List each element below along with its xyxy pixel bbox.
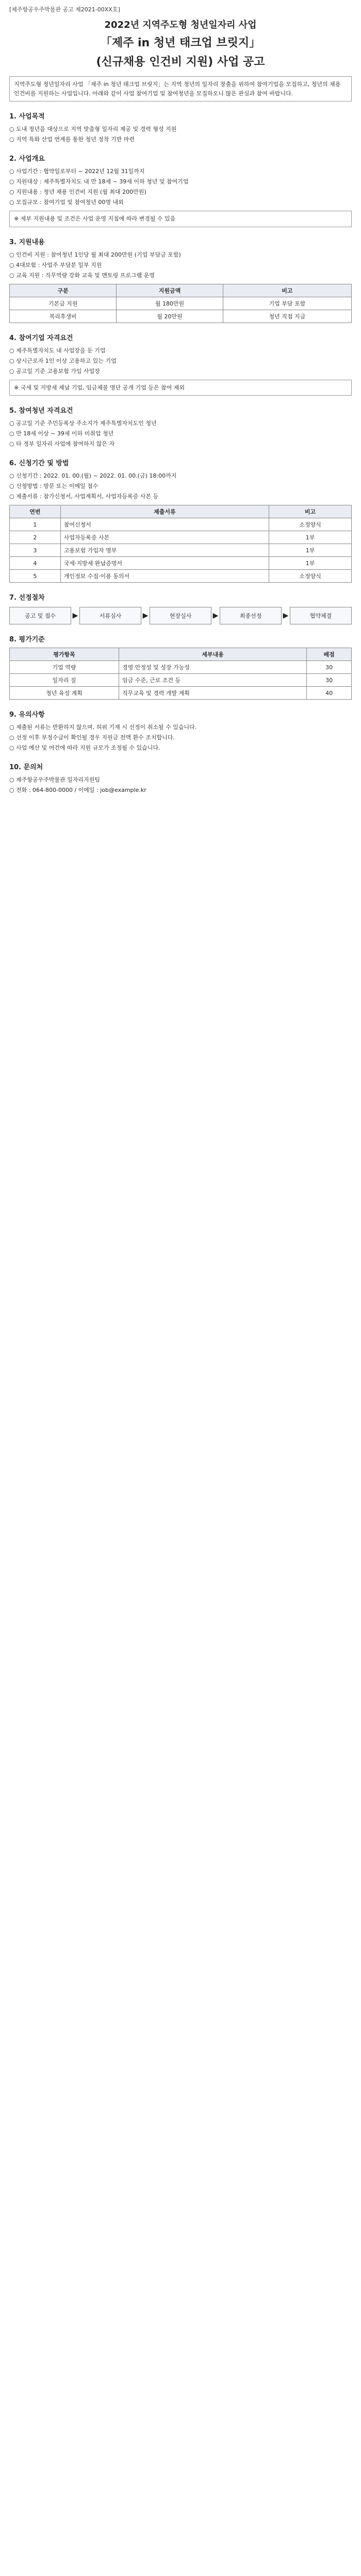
section-5-item: ○ 타 정부 일자리 사업에 참여하지 않은 자 — [9, 440, 115, 447]
table-cell: 1부 — [269, 544, 352, 557]
table-row — [10, 674, 352, 687]
table-row — [10, 557, 352, 570]
table-cell: 1부 — [269, 531, 352, 544]
section-5-item: ○ 공고일 기준 주민등록상 주소지가 제주특별자치도인 청년 — [9, 419, 157, 427]
intro-box: 지역주도형 청년일자리 사업 「제주 in 청년 태크업 브릿지」는 지역 청년의 일자리 창출을 위하여 참여기업을 모집하고, 청년의 채용 인건비를 지원하는 사업입니다. 아래와 같이 사업 참여기업 및 참여청년을 모집하오니 많은 관심과 참여 바랍니다. — [9, 76, 352, 101]
table-cell: 국세·지방세 완납증명서 — [60, 557, 269, 570]
section-10-heading: 10. 문의처 — [9, 764, 43, 772]
title-line-3: (신규채용 인건비 지원) 사업 공고 — [96, 56, 265, 69]
announcement-number: [제주항공우주박물관 공고 제2021-00XX호] — [9, 6, 120, 13]
section-3-item: ○ 4대보험 : 사업주 부담분 일부 지원 — [9, 261, 102, 268]
flow-step: 공고 및 접수 — [9, 607, 71, 624]
table-row — [10, 518, 352, 531]
section-2-heading: 2. 사업개요 — [9, 155, 45, 163]
table-header: 비고 — [269, 505, 352, 518]
table-cell: 4 — [10, 557, 61, 570]
table-row — [10, 297, 352, 310]
flow-step: 최종선정 — [220, 607, 282, 624]
table-header: 세부내용 — [119, 648, 307, 661]
section-4-item: ○ 상시근로자 1인 이상 고용하고 있는 기업 — [9, 357, 117, 364]
section-9-item: ○ 사업 예산 및 여건에 따라 지원 규모가 조정될 수 있습니다. — [9, 744, 160, 752]
flow-step: 협약체결 — [290, 607, 352, 624]
section-1-item: ○ 도내 청년을 대상으로 지역 맞춤형 일자리 제공 및 경력 형성 지원 — [9, 126, 177, 133]
table-cell: 기본급 지원 — [10, 297, 117, 310]
table-row — [10, 531, 352, 544]
section-5-heading: 5. 참여청년 자격요건 — [9, 406, 73, 415]
support-table — [9, 284, 352, 323]
table-cell: 5 — [10, 570, 61, 583]
evaluation-table — [9, 648, 352, 700]
table-cell: 복리후생비 — [10, 310, 117, 323]
section-8-heading: 8. 평가기준 — [9, 636, 45, 644]
table-cell: 3 — [10, 544, 61, 557]
section-7-heading: 7. 선정절차 — [9, 594, 45, 602]
flow-step: 서류심사 — [79, 607, 141, 624]
section-6-item: ○ 신청기간 : 2022. 01. 00.(월) ~ 2022. 01. 00.(금) 18:00까지 — [9, 472, 177, 479]
section-4-item: ○ 제주특별자치도 내 사업장을 둔 기업 — [9, 347, 106, 354]
title-line-2: 「제주 in 청년 태크업 브릿지」 — [100, 37, 261, 49]
table-cell: 기업 역량 — [10, 661, 119, 674]
section-4-heading: 4. 참여기업 자격요건 — [9, 334, 73, 342]
arrow-right-icon: ▶ — [72, 612, 78, 620]
table-row — [10, 310, 352, 323]
table-cell: 사업자등록증 사본 — [60, 531, 269, 544]
section-2-item: ○ 지원내용 : 청년 채용 인건비 지원 (월 최대 200만원) — [9, 189, 146, 196]
section-9-item: ○ 선정 이후 부정수급이 확인될 경우 지원금 전액 환수 조치합니다. — [9, 734, 175, 741]
section-5-item: ○ 만 18세 이상 ~ 39세 이하 미취업 청년 — [9, 430, 114, 437]
arrow-right-icon: ▶ — [142, 612, 149, 620]
section-10-item: ○ 전화 : 064-800-0000 / 이메일 : job@example.kr — [9, 787, 146, 794]
selection-flow — [9, 607, 352, 624]
table-header: 비고 — [223, 284, 351, 297]
flow-step: 현장실사 — [150, 607, 211, 624]
section-4-item: ○ 공고일 기준 고용보험 가입 사업장 — [9, 367, 100, 375]
table-cell: 경영 안정성 및 성장 가능성 — [119, 661, 307, 674]
section-1-heading: 1. 사업목적 — [9, 113, 45, 121]
table-cell: 2 — [10, 531, 61, 544]
table-cell: 소정양식 — [269, 570, 352, 583]
section-3-item: ○ 인건비 지원 : 참여청년 1인당 월 최대 200만원 (기업 부담금 포함) — [9, 251, 181, 258]
section-1-item: ○ 지역 특화 산업 연계를 통한 청년 정착 기반 마련 — [9, 136, 135, 143]
table-header: 배점 — [307, 648, 352, 661]
title-line-1: 2022년 지역주도형 청년일자리 사업 — [104, 20, 257, 30]
section-3-item: ○ 교육 지원 : 직무역량 강화 교육 및 멘토링 프로그램 운영 — [9, 272, 155, 279]
section-6-heading: 6. 신청기간 및 방법 — [9, 459, 69, 467]
table-cell: 기업 부담 포함 — [223, 297, 351, 310]
section-4-note: ※ 국세 및 지방세 체납 기업, 임금체불 명단 공개 기업 등은 참여 제외 — [9, 380, 352, 396]
section-3-heading: 3. 지원내용 — [9, 238, 45, 246]
section-2-item: ○ 지원대상 : 제주특별자치도 내 만 18세 ~ 39세 이하 청년 및 참여기업 — [9, 178, 189, 185]
document-title — [9, 18, 352, 69]
table-cell: 1 — [10, 518, 61, 531]
section-2-item: ○ 모집규모 : 참여기업 및 참여청년 00명 내외 — [9, 199, 124, 206]
table-cell: 청년 직접 지급 — [223, 310, 351, 323]
table-row — [10, 544, 352, 557]
documents-table — [9, 505, 352, 583]
table-row — [10, 661, 352, 674]
table-cell: 30 — [307, 674, 352, 687]
table-cell: 월 20만원 — [117, 310, 223, 323]
section-2-item: ○ 사업기간 : 협약일로부터 ~ 2022년 12월 31일까지 — [9, 168, 145, 175]
table-cell: 30 — [307, 661, 352, 674]
table-cell: 참여신청서 — [60, 518, 269, 531]
section-10-item: ○ 제주항공우주박물관 일자리지원팀 — [9, 776, 100, 784]
table-cell: 임금 수준, 근로 조건 등 — [119, 674, 307, 687]
table-cell: 직무교육 및 경력 개발 계획 — [119, 687, 307, 700]
table-cell: 1부 — [269, 557, 352, 570]
section-2-note: ※ 세부 지원내용 및 조건은 사업 운영 지침에 따라 변경될 수 있음 — [9, 211, 352, 227]
table-row — [10, 570, 352, 583]
table-cell: 일자리 질 — [10, 674, 119, 687]
table-cell: 개인정보 수집·이용 동의서 — [60, 570, 269, 583]
table-cell: 소정양식 — [269, 518, 352, 531]
section-9-heading: 9. 유의사항 — [9, 711, 45, 719]
arrow-right-icon: ▶ — [212, 612, 219, 620]
table-row — [10, 687, 352, 700]
table-cell: 고용보험 가입자 명부 — [60, 544, 269, 557]
section-6-item: ○ 제출서류 : 참가신청서, 사업계획서, 사업자등록증 사본 등 — [9, 493, 159, 500]
section-6-item: ○ 신청방법 : 방문 또는 이메일 접수 — [9, 483, 99, 490]
table-header: 연번 — [10, 505, 61, 518]
table-cell: 청년 육성 계획 — [10, 687, 119, 700]
table-header: 제출서류 — [60, 505, 269, 518]
table-cell: 월 180만원 — [117, 297, 223, 310]
section-9-item: ○ 제출된 서류는 반환하지 않으며, 허위 기재 시 선정이 취소될 수 있습니다. — [9, 724, 197, 731]
table-header: 구분 — [10, 284, 117, 297]
table-header: 지원금액 — [117, 284, 223, 297]
arrow-right-icon: ▶ — [283, 612, 289, 620]
table-cell: 40 — [307, 687, 352, 700]
table-header: 평가항목 — [10, 648, 119, 661]
